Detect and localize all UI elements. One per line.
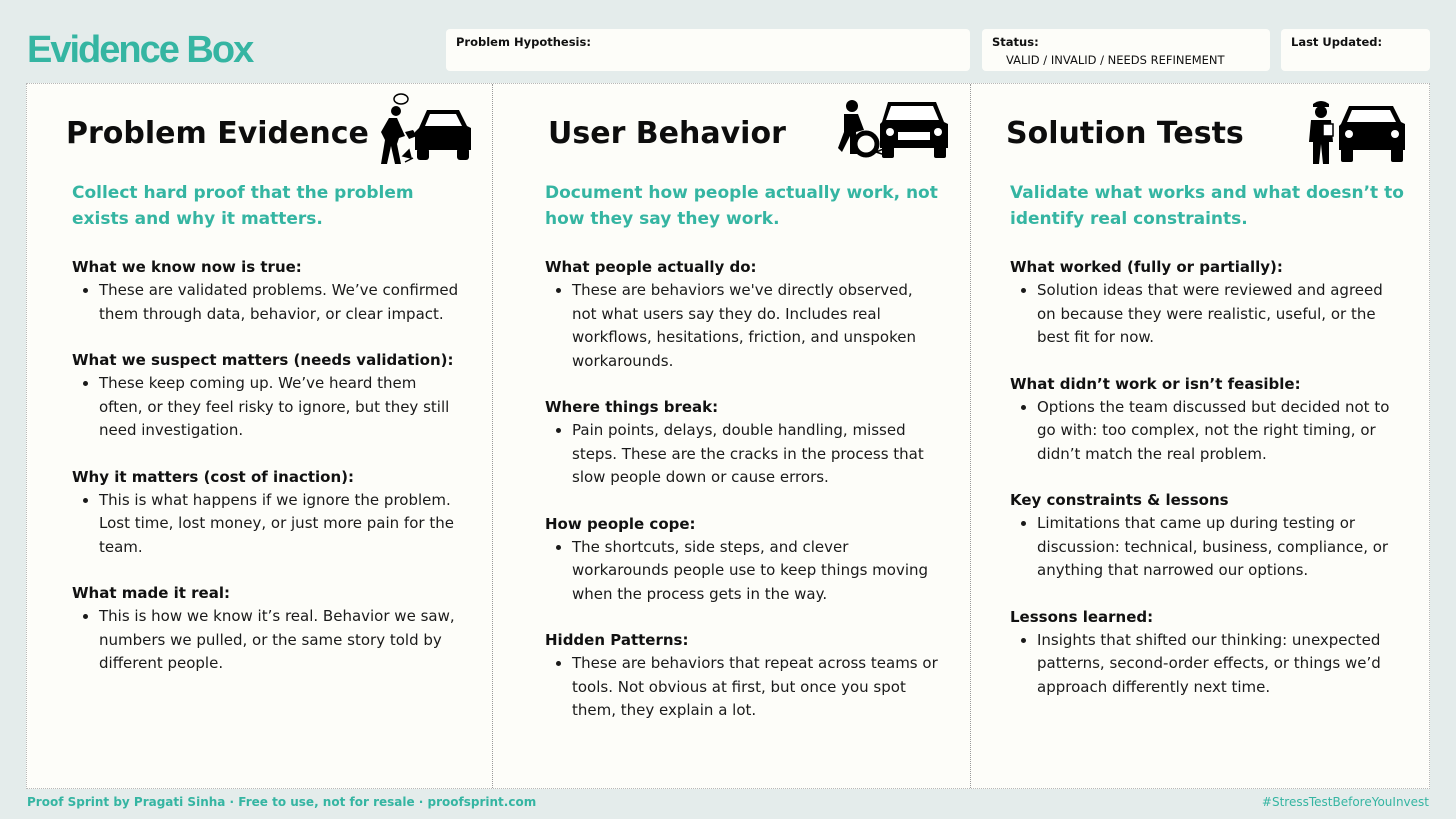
footer-credit: Proof Sprint by Pragati Sinha · Free to use, not for resale · proofsprint.com <box>27 795 537 809</box>
section-heading: What we suspect matters (needs validation): <box>72 351 454 369</box>
person-hurt-by-car-icon <box>375 92 475 168</box>
column-title: Problem Evidence <box>66 116 369 151</box>
section-bullet: • These are validated problems. We’ve confirmed them through data, behavior, or clear impact. <box>99 279 462 326</box>
column-title: User Behavior <box>548 116 786 151</box>
section <box>1010 489 1405 583</box>
section <box>545 396 940 490</box>
column-solution-tests <box>971 84 1429 788</box>
footer-hashtag: #StressTestBeforeYouInvest <box>1261 795 1429 809</box>
status-value: VALID / INVALID / NEEDS REFINEMENT <box>1006 53 1225 67</box>
section-heading: What people actually do: <box>545 258 757 276</box>
section <box>72 466 462 560</box>
section-bullet: • These keep coming up. We’ve heard them often, or they feel risky to ignore, but they still need investigation. <box>99 372 462 443</box>
problem-hypothesis-label: Problem Hypothesis: <box>456 35 591 49</box>
column-sections <box>72 256 462 699</box>
column-intro: Document how people actually work, not how they say they work. <box>545 183 938 229</box>
section <box>72 582 462 676</box>
section-heading: What didn’t work or isn’t feasible: <box>1010 374 1301 393</box>
section-heading: Lessons learned: <box>1010 607 1154 626</box>
column-intro: Validate what works and what doesn’t to identify real constraints. <box>1010 183 1404 229</box>
section-bullet: • These are behaviors that repeat across teams or tools. Not obvious at first, but once you spot them, they explain a lot. <box>572 652 940 723</box>
last-updated-field[interactable] <box>1281 29 1430 71</box>
section-heading: Why it matters (cost of inaction): <box>72 467 354 486</box>
section-heading: What made it real: <box>72 584 230 602</box>
section <box>1010 606 1405 700</box>
section-bullet: • Solution ideas that were reviewed and agreed on because they were realistic, useful, or the best fit for now. <box>1037 279 1405 350</box>
section <box>72 256 462 326</box>
section-bullet: • These are behaviors we've directly observed, not what users say they do. Includes real workflows, hesitations, friction, and unspoken workarounds. <box>572 279 940 373</box>
section-bullet: • Limitations that came up during testing or discussion: technical, business, compliance, or anything that narrowed our options. <box>1037 512 1405 583</box>
section-bullet: • This is how we know it’s real. Behavior we saw, numbers we pulled, or the same story told by different people. <box>99 605 462 676</box>
page-title: Evidence Box <box>27 29 253 71</box>
section <box>72 349 462 443</box>
section-heading: What we know now is true: <box>72 258 302 276</box>
section <box>545 629 940 723</box>
section <box>545 513 940 607</box>
section-heading: Where things break: <box>545 398 719 416</box>
section <box>1010 256 1405 350</box>
section-heading: Hidden Patterns: <box>545 631 689 649</box>
section-heading: Key constraints & lessons <box>1010 491 1229 509</box>
section-bullet: • Pain points, delays, double handling, missed steps. These are the cracks in the process that slow people down or cause errors. <box>572 419 940 490</box>
status-field[interactable] <box>982 29 1270 71</box>
column-user-behavior <box>492 84 971 788</box>
section-heading: What worked (fully or partially): <box>1010 258 1283 276</box>
mechanic-with-car-icon <box>1307 98 1407 166</box>
section-bullet: • Options the team discussed but decided not to go with: too complex, not the right timing, or didn’t match the real problem. <box>1037 396 1405 467</box>
evidence-board <box>26 83 1430 789</box>
section <box>1010 373 1405 467</box>
section-bullet: • The shortcuts, side steps, and clever workarounds people use to keep things moving when the process gets in the way. <box>572 536 940 607</box>
column-problem-evidence <box>27 84 492 788</box>
section-bullet: • This is what happens if we ignore the problem. Lost time, lost money, or just more pain for the team. <box>99 489 462 560</box>
section-bullet: • Insights that shifted our thinking: unexpected patterns, second-order effects, or things we’d approach differently next time. <box>1037 629 1405 700</box>
status-label: Status: <box>992 35 1039 49</box>
problem-hypothesis-field[interactable] <box>446 29 970 71</box>
column-intro: Collect hard proof that the problem exists and why it matters. <box>72 183 414 229</box>
section-heading: How people cope: <box>545 514 696 533</box>
last-updated-label: Last Updated: <box>1291 35 1383 49</box>
person-changing-tire-icon <box>838 92 950 160</box>
column-title: Solution Tests <box>1006 116 1244 151</box>
column-sections <box>545 256 940 746</box>
column-sections <box>1010 256 1405 722</box>
section <box>545 256 940 373</box>
